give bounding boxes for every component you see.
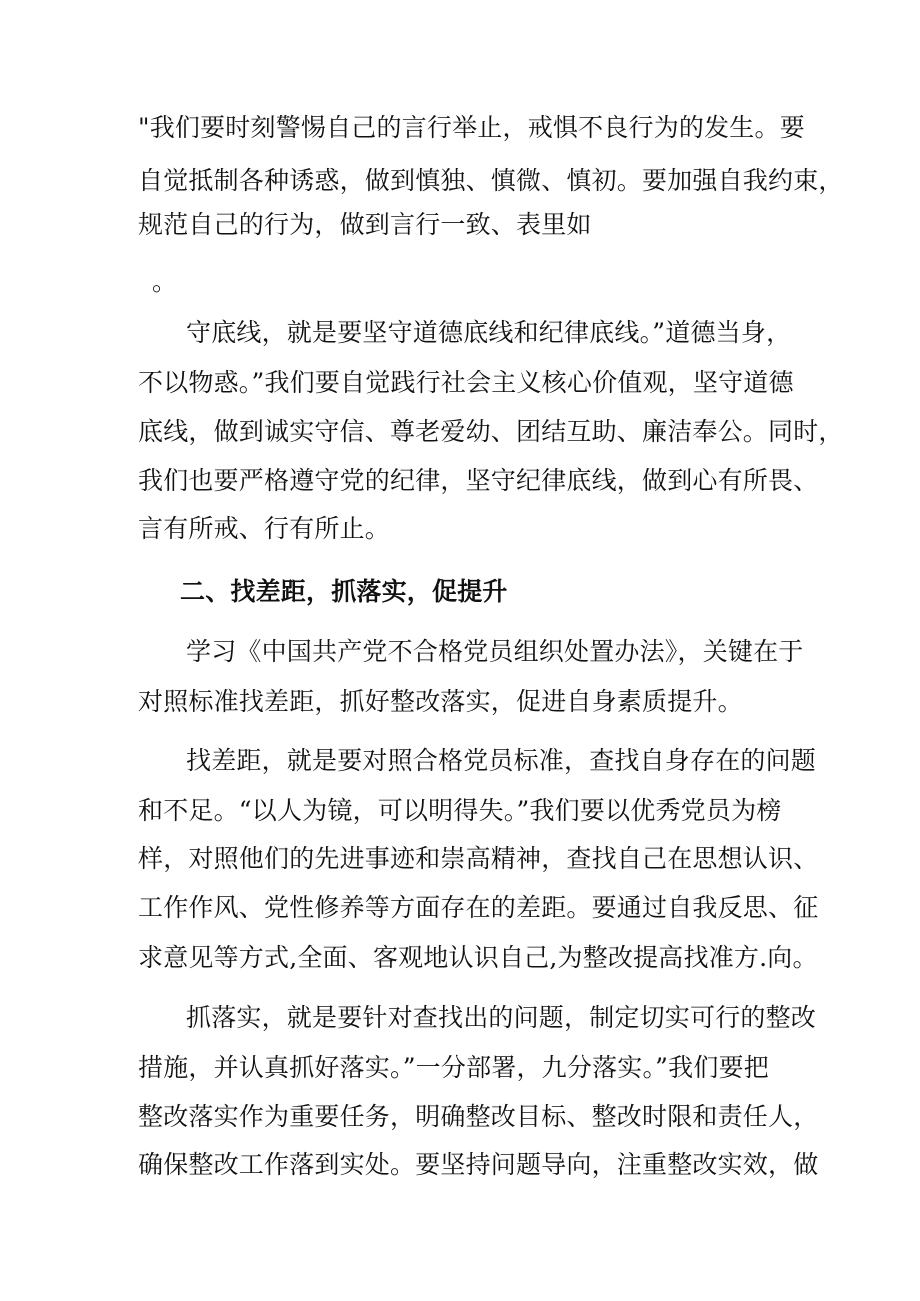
text-line: 。 bbox=[152, 267, 178, 296]
text-line: 找差距，就是要对照合格党员标准，查找自身存在的问题 bbox=[186, 746, 817, 775]
text-line: 我们也要严格遵守党的纪律，坚守纪律底线，做到心有所畏、 bbox=[138, 466, 819, 495]
text-line: 规范自己的行为，做到言行一致、表里如 bbox=[138, 210, 592, 239]
text-line: 不以物惑。”我们要自觉践行社会主义核心价值观，坚守道德 bbox=[138, 368, 794, 397]
text-line: 言有所戒、行有所止。 bbox=[138, 514, 391, 543]
text-line: 和不足。“以人为镜，可以明得失。”我们要以优秀党员为榜 bbox=[138, 796, 782, 825]
text-line: 确保整改工作落到实处。要坚持问题导向，注重整改实效，做 bbox=[138, 1150, 819, 1179]
text-line: 对照标准找差距，抓好整改落实，促进自身素质提升。 bbox=[138, 687, 743, 716]
text-line: 整改落实作为重要任务，明确整改目标、整改时限和责任人， bbox=[138, 1102, 819, 1131]
text-line: 守底线，就是要坚守道德底线和纪律底线。”道德当身， bbox=[186, 318, 792, 347]
text-line: 底线，做到诚实守信、尊老爱幼、团结互助、廉洁奉公。同时， bbox=[138, 417, 844, 446]
text-line: "我们要时刻警惕自己的言行举止，戒惧不良行为的发生。要 bbox=[138, 113, 805, 142]
text-line: 样，对照他们的先进事迹和崇高精神，查找自己在思想认识、 bbox=[138, 844, 819, 873]
text-line: 措施，并认真抓好落实。”一分部署，九分落实。”我们要把 bbox=[138, 1053, 769, 1082]
section-heading: 二、找差距，抓落实，促提升 bbox=[180, 577, 508, 606]
text-line: 工作作风、党性修养等方面存在的差距。要通过自我反思、征 bbox=[138, 893, 819, 922]
text-line: 求意见等方式,全面、客观地认识自己,为整改提高找准方.向。 bbox=[138, 943, 818, 972]
text-line: 抓落实，就是要针对查找出的问题，制定切实可行的整改 bbox=[186, 1003, 817, 1032]
text-line: 自觉抵制各种诱惑，做到慎独、慎微、慎初。要加强自我约束， bbox=[138, 166, 844, 195]
text-line: 学习《中国共产党不合格党员组织处置办法》，关键在于 bbox=[186, 637, 804, 666]
